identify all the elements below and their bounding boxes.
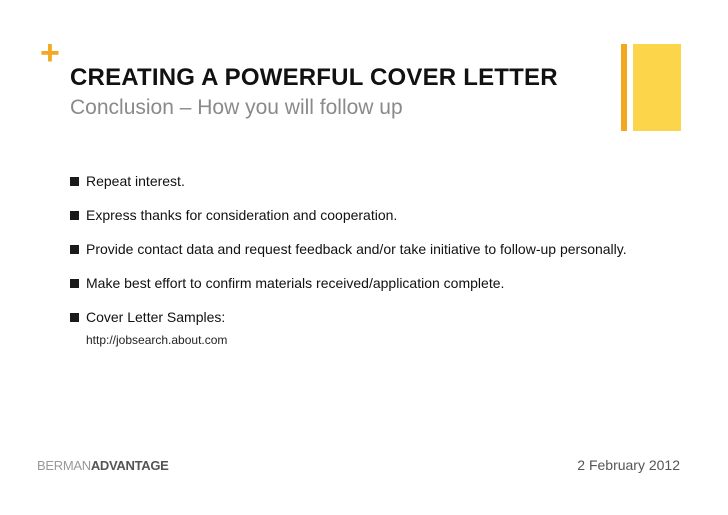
plus-icon: + [40, 34, 60, 72]
accent-bar-thin [621, 44, 627, 131]
square-bullet-icon [70, 245, 79, 254]
square-bullet-icon [70, 279, 79, 288]
brand-logo-part2: ADVANTAGE [90, 458, 169, 473]
square-bullet-icon [70, 313, 79, 322]
bullet-item [70, 274, 630, 293]
bullet-text: Cover Letter Samples: [86, 309, 226, 325]
bullet-item [70, 206, 630, 225]
bullet-item [70, 240, 630, 259]
bullet-item [70, 308, 630, 350]
bullet-text: Express thanks for consideration and cooperation. [86, 207, 398, 223]
slide-subtitle: Conclusion – How you will follow up [70, 96, 403, 119]
bullet-text: Make best effort to confirm materials received/application complete. [86, 275, 505, 291]
square-bullet-icon [70, 211, 79, 220]
bullet-list [70, 172, 630, 350]
brand-logo [37, 458, 169, 473]
accent-bar-wide [633, 44, 681, 131]
slide-title: CREATING A POWERFUL COVER LETTER [70, 64, 558, 91]
bullet-text: Provide contact data and request feedback and/or take initiative to follow-up personally. [86, 241, 627, 257]
slide-date: 2 February 2012 [577, 457, 680, 473]
samples-link[interactable]: http://jobsearch.about.com [86, 333, 228, 347]
square-bullet-icon [70, 177, 79, 186]
bullet-text: Repeat interest. [86, 173, 185, 189]
brand-logo-part1: BERMAN [37, 458, 91, 473]
bullet-item [70, 172, 630, 191]
